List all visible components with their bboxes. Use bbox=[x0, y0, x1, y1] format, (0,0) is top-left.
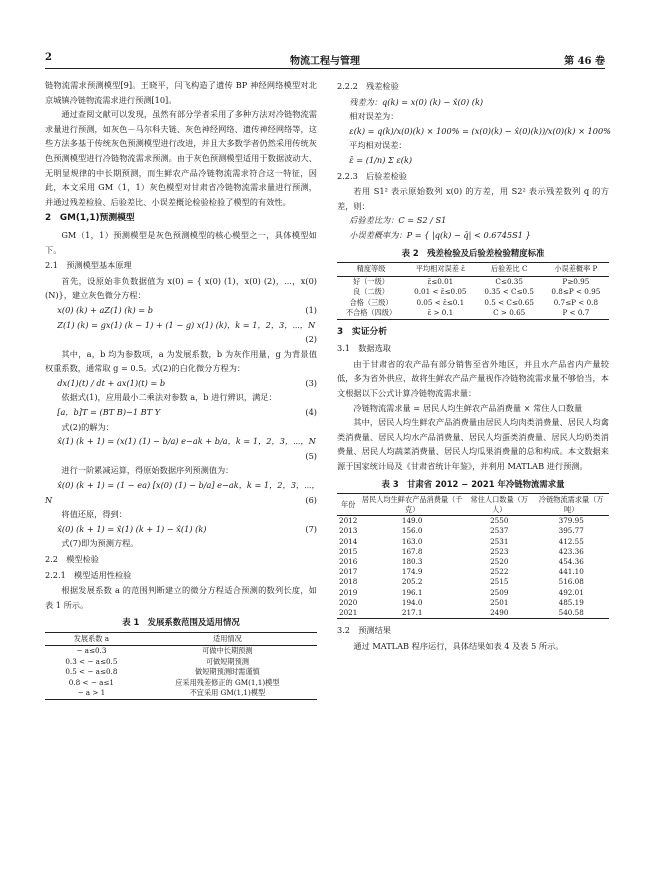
table-cell: 2550 bbox=[490, 516, 509, 526]
table-row bbox=[45, 646, 317, 657]
paragraph: 式(7)即为预测方程。 bbox=[61, 538, 139, 549]
table-row bbox=[337, 308, 609, 319]
table-cell: 合格（三级） bbox=[349, 297, 393, 307]
table-cell: 2490 bbox=[465, 608, 533, 619]
paragraph: 链物流需求预测模型[9]。王晓平，闫飞构造了遗传 BP 神经网络模型对北京城镇冷链物流需求进行预测[10]。 bbox=[45, 80, 317, 105]
table-3 bbox=[337, 493, 609, 619]
table-cell: 194.0 bbox=[401, 597, 423, 607]
table-cell: 2020 bbox=[339, 597, 358, 607]
table-cell: 2531 bbox=[490, 536, 509, 546]
equation-4: [a，b]T = (BT B)−1 BT Y (4) bbox=[57, 407, 317, 418]
table-cell: 可做短期预测 bbox=[205, 656, 249, 666]
table-cell: 2537 bbox=[490, 526, 509, 536]
table-row bbox=[337, 287, 609, 298]
table-cell: 540.58 bbox=[533, 608, 609, 619]
table-cell: ε̄ > 0.1 bbox=[405, 308, 476, 319]
table-cell: C≤0.35 bbox=[495, 276, 523, 286]
table-cell: 2012 bbox=[339, 516, 358, 526]
equation-2: Z(1) (k) = gx(1) (k − 1) + (1 − g) x(1) (k)，k = 1，2，3，⋯，N bbox=[57, 319, 316, 330]
table-cell: − a≤0.3 bbox=[76, 646, 107, 656]
table-row bbox=[337, 588, 609, 598]
table-row bbox=[45, 678, 317, 689]
table-row bbox=[337, 298, 609, 309]
table-cell: 2019 bbox=[339, 587, 358, 597]
paragraph: 其中，居民人均生鲜农产品消费量由居民人均肉类消费量、居民人均禽类消费量、居民人均水产品消费量、居民人均蛋类消费量、居民人均奶类消费量、居民人均蔬菜消费量、居民人均瓜果消费量的总和构成。本文数据来源于国家统计局及《甘肃省统计年鉴》，并利用 MATLAB 进行预测。 bbox=[337, 417, 609, 471]
table-cell: 423.36 bbox=[558, 546, 584, 556]
paragraph: 依据式(1)，应用最小二乘法对参数 a，b 进行辨识，满足： bbox=[61, 392, 277, 403]
table-row bbox=[337, 567, 609, 577]
table-cell: 454.36 bbox=[558, 556, 584, 566]
table-row bbox=[337, 557, 609, 567]
table-cell: 205.2 bbox=[401, 577, 423, 587]
volume-label: 第 46 卷 bbox=[564, 56, 605, 67]
subsection-heading: 2.2 模型检验 bbox=[45, 554, 99, 564]
paragraph: 式(2)的解为： bbox=[61, 421, 114, 432]
equation-number: (2) bbox=[305, 334, 317, 345]
table-cell: 0.35 < C≤0.5 bbox=[484, 287, 534, 297]
table-cell: 492.01 bbox=[558, 587, 584, 597]
table-cell: 156.0 bbox=[401, 526, 423, 536]
table-row bbox=[337, 577, 609, 587]
table-header: 适用情况 bbox=[138, 632, 317, 646]
section-heading: 3 实证分析 bbox=[337, 326, 388, 337]
page-number: 2 bbox=[45, 52, 52, 63]
table-cell: 167.8 bbox=[401, 546, 423, 556]
table-header: 小误差概率 P bbox=[543, 263, 609, 277]
table-cell: 180.3 bbox=[401, 556, 423, 566]
table-cell: 395.77 bbox=[558, 526, 584, 536]
paragraph: 将值还原，得到： bbox=[61, 509, 127, 520]
subsection-heading: 2.2.2 残差检验 bbox=[337, 81, 399, 91]
text-line: 相对误差为： bbox=[349, 111, 399, 122]
table-cell: ε̄≤0.01 bbox=[427, 276, 454, 286]
table-1-caption: 表 1 发展系数范围及适用情况 bbox=[122, 617, 240, 628]
journal-title: 物流工程与管理 bbox=[290, 56, 360, 67]
table-cell: 412.55 bbox=[558, 536, 584, 546]
table-cell: 0.3 < − a≤0.5 bbox=[65, 656, 118, 666]
subsection-heading: 3.2 预测结果 bbox=[337, 625, 391, 636]
subsection-heading: 2.2.3 后验差检验 bbox=[337, 170, 407, 181]
table-cell: 2015 bbox=[339, 546, 358, 556]
section-heading: 2 GM(1,1)预测模型 bbox=[45, 213, 135, 224]
equation-p: 小误差概率为：P = { |q(k) − q̄| < 0.6745S1 } bbox=[349, 229, 531, 240]
table-cell: 做短期预测时需谨慎 bbox=[195, 667, 260, 677]
table-cell: 2017 bbox=[339, 567, 358, 577]
table-row bbox=[337, 598, 609, 608]
table-cell: 2018 bbox=[339, 577, 358, 587]
table-row bbox=[337, 547, 609, 557]
table-header: 冷链物流需求量（万吨） bbox=[533, 494, 609, 516]
table-cell: 可做中长期预测 bbox=[202, 646, 253, 656]
table-cell: 应采用残差修正的 GM(1,1)模型 bbox=[175, 677, 280, 687]
table-2 bbox=[337, 262, 609, 320]
table-header: 年份 bbox=[337, 494, 359, 516]
table-cell: 2021 bbox=[339, 607, 358, 617]
table-cell: 0.8 < − a≤1 bbox=[68, 677, 114, 687]
table-header: 精度等级 bbox=[337, 263, 405, 277]
equation-6: x̂(0) (k + 1) = (1 − ea) [x(0) (1) − b/a] e−ak，k = 1，2，3，⋯， bbox=[57, 480, 320, 491]
paragraph: 若用 S1² 表示原始数列 x(0) 的方差，用 S2² 表示残差数列 q 的方差，则： bbox=[337, 186, 609, 211]
table-cell: 516.08 bbox=[558, 577, 584, 587]
equation-1: x(0) (k) + aZ(1) (k) = b (1) bbox=[57, 304, 317, 315]
paragraph: 其中，a，b 均为参数项，a 为发展系数，b 为灰作用量，g 为背景值权重系数，通常取 g = 0.5。式(2)的白化微分方程为： bbox=[45, 348, 317, 374]
equation-relative-error: ε(k) = q(k)/x(0)(k) × 100% = (x(0)(k) − x̂(0)(k))/x(0)(k) × 100% bbox=[349, 125, 611, 136]
paragraph: 根据发展系数 a 的范围判断建立的微分方程适合预测的数列长度，如表 1 所示。 bbox=[45, 585, 317, 610]
table-cell: 不合格（四级） bbox=[337, 308, 405, 319]
table-cell: P < 0.7 bbox=[543, 308, 609, 319]
subsection-heading: 2.1 预测模型基本原理 bbox=[45, 260, 132, 271]
table-cell: 441.10 bbox=[558, 567, 584, 577]
table-row bbox=[45, 667, 317, 678]
table-cell: − a > 1 bbox=[45, 688, 138, 699]
table-row bbox=[45, 657, 317, 668]
table-cell: 196.1 bbox=[401, 587, 423, 597]
table-2-caption: 表 2 残差检验及后验差检验精度标准 bbox=[401, 247, 545, 258]
equation-7: x̂(0) (k + 1) = x̂(1) (k + 1) − x̂(1) (k) (7) bbox=[57, 523, 317, 534]
table-row bbox=[337, 276, 609, 287]
table-cell: 149.0 bbox=[401, 516, 423, 526]
table-cell: 好（一级） bbox=[353, 276, 389, 286]
table-3-caption: 表 3 甘肃省 2012 − 2021 年冷链物流需求量 bbox=[381, 478, 565, 489]
table-cell: 379.95 bbox=[558, 516, 584, 526]
table-row bbox=[337, 537, 609, 547]
table-row bbox=[45, 688, 317, 699]
table-1 bbox=[45, 632, 317, 700]
paragraph: GM（1，1）预测模型是灰色预测模型的核心模型之一，具体模型如下。 bbox=[45, 229, 317, 255]
table-row bbox=[337, 608, 609, 619]
table-cell: P≥0.95 bbox=[562, 276, 590, 286]
table-cell: 2501 bbox=[490, 597, 509, 607]
table-cell: 217.1 bbox=[359, 608, 465, 619]
table-row bbox=[337, 516, 609, 527]
equation-residual: 残差为：q(k) = x(0) (k) − x̂(0) (k) bbox=[349, 96, 484, 107]
equation-c: 后验差比为：C = S2 / S1 bbox=[349, 215, 447, 226]
table-cell: 0.5 < − a≤0.8 bbox=[65, 667, 118, 677]
right-column bbox=[337, 78, 609, 653]
paragraph: 通过 MATLAB 程序运行，具体结果如表 4 及表 5 所示。 bbox=[353, 640, 564, 651]
table-cell: 2013 bbox=[339, 526, 358, 536]
table-cell: 良（二级） bbox=[353, 287, 389, 297]
table-cell: 485.19 bbox=[558, 597, 584, 607]
table-cell: 0.05 < ε̄≤0.1 bbox=[416, 297, 465, 307]
paragraph: 冷链物流需求量 = 居民人均生鲜农产品消费量 × 常住人口数量 bbox=[353, 402, 583, 413]
table-cell: 174.9 bbox=[401, 567, 423, 577]
table-header: 发展系数 a bbox=[45, 632, 138, 646]
table-cell: 2014 bbox=[339, 536, 358, 546]
table-header: 平均相对误差 ε̄ bbox=[405, 263, 476, 277]
subsection-heading: 2.2.1 模型适用性检验 bbox=[45, 569, 132, 580]
table-cell: 2523 bbox=[490, 546, 509, 556]
table-cell: 2515 bbox=[490, 577, 509, 587]
text-line: 平均相对误差： bbox=[349, 140, 407, 151]
subsection-heading: 3.1 数据选取 bbox=[337, 343, 391, 354]
table-cell: 0.7≤P < 0.8 bbox=[553, 297, 599, 307]
table-header: 居民人均生鲜农产品消费量（千克） bbox=[359, 494, 465, 516]
paragraph: 进行一阶累减运算，得原始数据序列预测值为： bbox=[61, 465, 234, 476]
equation-5: x̂(1) (k + 1) = (x(1) (1) − b/a) e−ak + b/a，k = 1，2，3，⋯，N bbox=[57, 436, 316, 447]
running-header bbox=[45, 52, 605, 69]
equation-number: N (6) bbox=[45, 494, 317, 505]
equation-number: (5) bbox=[305, 450, 317, 461]
table-cell: 2520 bbox=[490, 556, 509, 566]
table-header: 常住人口数量（万人） bbox=[465, 494, 533, 516]
table-cell: 0.5 < C≤0.65 bbox=[484, 297, 534, 307]
table-cell: 不宜采用 GM(1,1)模型 bbox=[138, 688, 317, 699]
equation-mean-error: ε̄ = (1/n) Σ ε(k) bbox=[349, 154, 413, 165]
table-cell: 2016 bbox=[339, 556, 358, 566]
table-row bbox=[337, 526, 609, 536]
equation-3: dx(1)(t) / dt + ax(1)(t) = b (3) bbox=[57, 377, 317, 388]
table-cell: C > 0.65 bbox=[476, 308, 543, 319]
table-cell: 163.0 bbox=[401, 536, 423, 546]
paragraph: 由于甘肃省的农产品有部分销售至省外地区，并且水产品省内产量较低，多为省外供应，故将生鲜农产品产量视作冷链物流需求量不够恰当，本文根据以下公式计算冷链物流需求量： bbox=[337, 358, 609, 398]
table-cell: 2522 bbox=[490, 567, 509, 577]
table-cell: 2509 bbox=[490, 587, 509, 597]
table-cell: 0.01 < ε̄≤0.05 bbox=[414, 287, 467, 297]
paragraph: 首先，设原始非负数据值为 x(0) = { x(0) (1)，x(0) (2)，⋯，x(0) (N)}，建立灰色微分方程： bbox=[45, 275, 317, 301]
table-cell: 0.8≤P < 0.95 bbox=[551, 287, 601, 297]
paragraph: 通过查阅文献可以发现，虽然有部分学者采用了多种方法对冷链物流需求量进行预测，如灰色－马尔科夫链、灰色神经网络、遗传神经网络等，这些方法多基于传统灰色预测模型进行改进，并且大多数学者仍然采用传统灰色预测模型进行冷链物流需求预测。由于灰色预测模型适用于数据波动大、无明显规律的中长期预测，而生鲜农产品冷链物流需求符合这一特征，因此，本文采用 GM（1，1）灰色模型对甘肃省冷链物流需求量进行预测，并通过残差检验、后验差比、小误差概论检验检验了模型的有效性。 bbox=[45, 109, 317, 207]
left-column bbox=[45, 78, 320, 700]
table-header: 后验差比 C bbox=[476, 263, 543, 277]
